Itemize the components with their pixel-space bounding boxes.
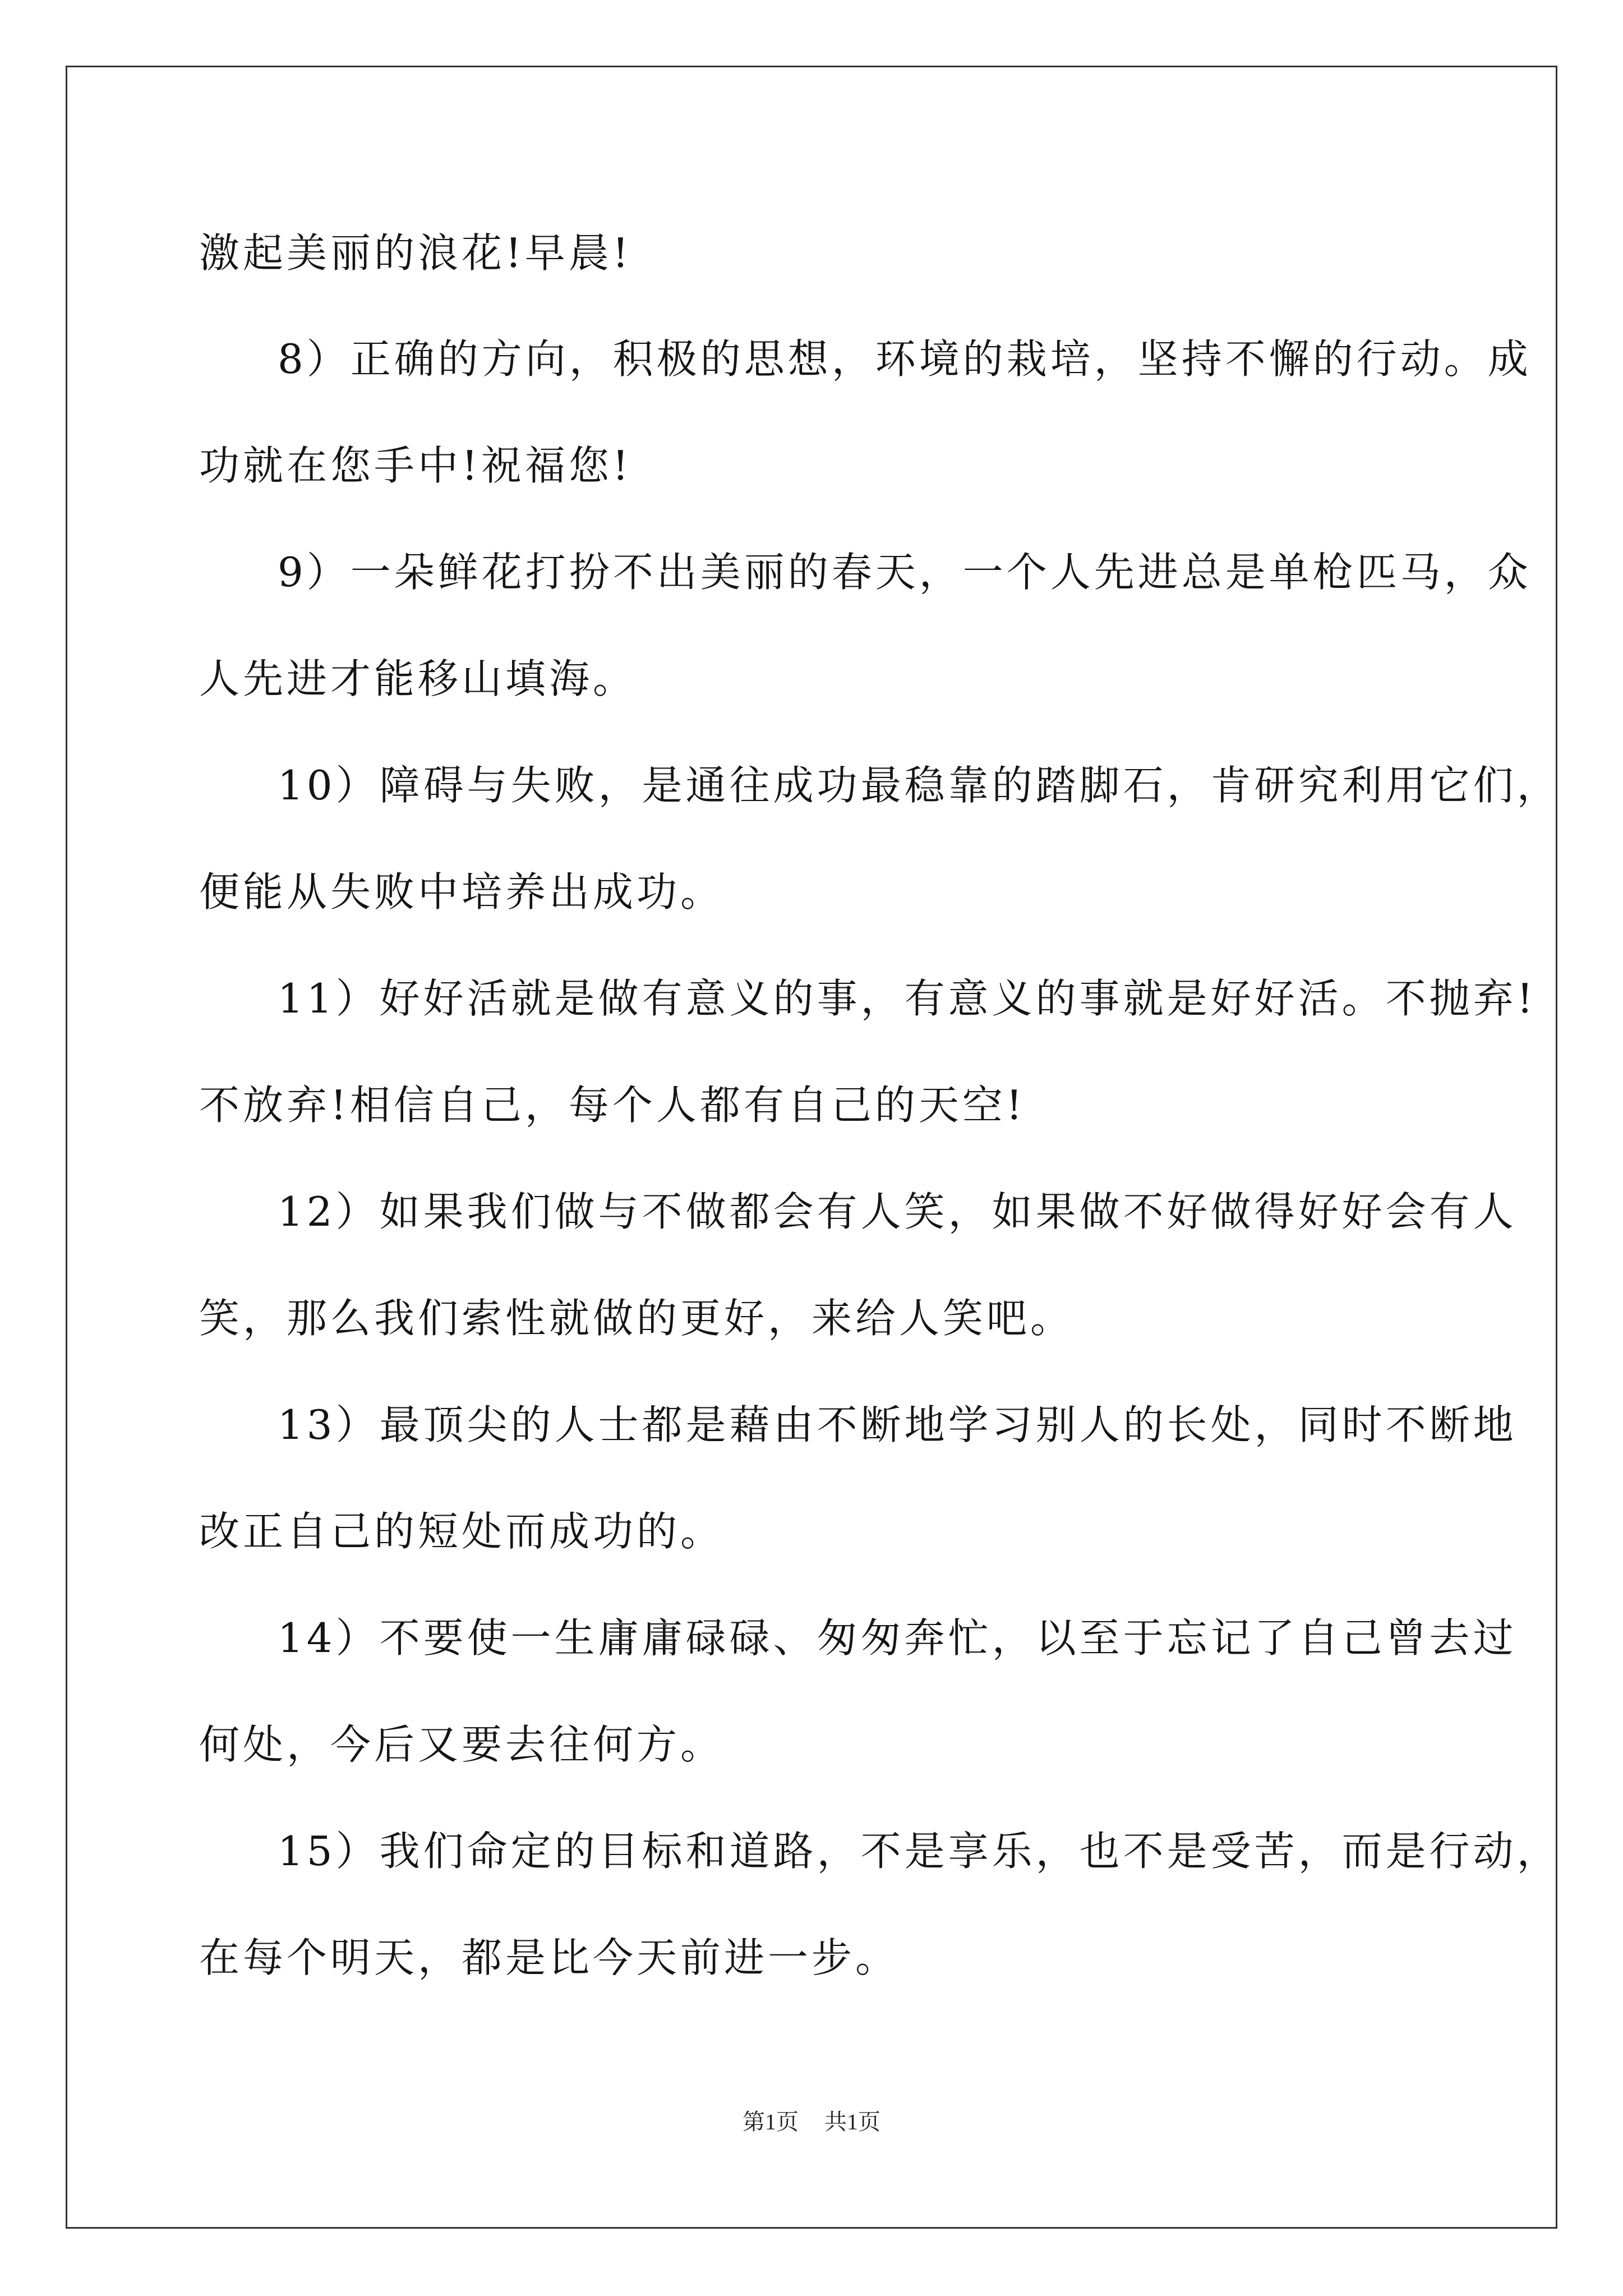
text-line: 何处，今后又要去往何方。: [199, 1721, 725, 1768]
page-number: 第1页: [743, 2109, 799, 2134]
text-line: 激起美丽的浪花!早晨!: [199, 229, 632, 277]
text-line: 13）最顶尖的人士都是藉由不断地学习别人的长处，同时不断地: [278, 1401, 1517, 1448]
text-line: 9）一朵鲜花打扮不出美丽的春天，一个人先进总是单枪匹马，众: [278, 549, 1532, 596]
text-line: 在每个明天，都是比今天前进一步。: [199, 1934, 900, 1981]
page-border: [66, 66, 1561, 2229]
page-total: 共1页: [824, 2109, 880, 2134]
text-line: 14）不要使一生庸庸碌碌、匆匆奔忙，以至于忘记了自己曾去过: [278, 1614, 1517, 1662]
text-line: 改正自己的短处而成功的。: [199, 1508, 725, 1555]
text-line: 8）正确的方向，积极的思想，环境的栽培，坚持不懈的行动。成: [278, 335, 1532, 383]
text-line: 功就在您手中!祝福您!: [199, 442, 632, 489]
text-line: 15）我们命定的目标和道路，不是享乐，也不是受苦，而是行动，: [278, 1828, 1561, 1875]
text-line: 10）障碍与失败，是通往成功最稳靠的踏脚石，肯研究利用它们，: [278, 762, 1561, 809]
text-line: 不放弃!相信自己，每个人都有自己的天空!: [199, 1082, 1026, 1129]
text-line: 12）如果我们做与不做都会有人笑，如果做不好做得好好会有人: [278, 1188, 1517, 1235]
page-footer: [0, 2108, 1623, 2136]
text-line: 便能从失败中培养出成功。: [199, 868, 725, 915]
text-line: 笑，那么我们索性就做的更好，来给人笑吧。: [199, 1295, 1075, 1342]
text-line: 人先进才能移山填海。: [199, 655, 637, 702]
text-line: 11）好好活就是做有意义的事，有意义的事就是好好活。不抛弃!: [278, 975, 1537, 1022]
